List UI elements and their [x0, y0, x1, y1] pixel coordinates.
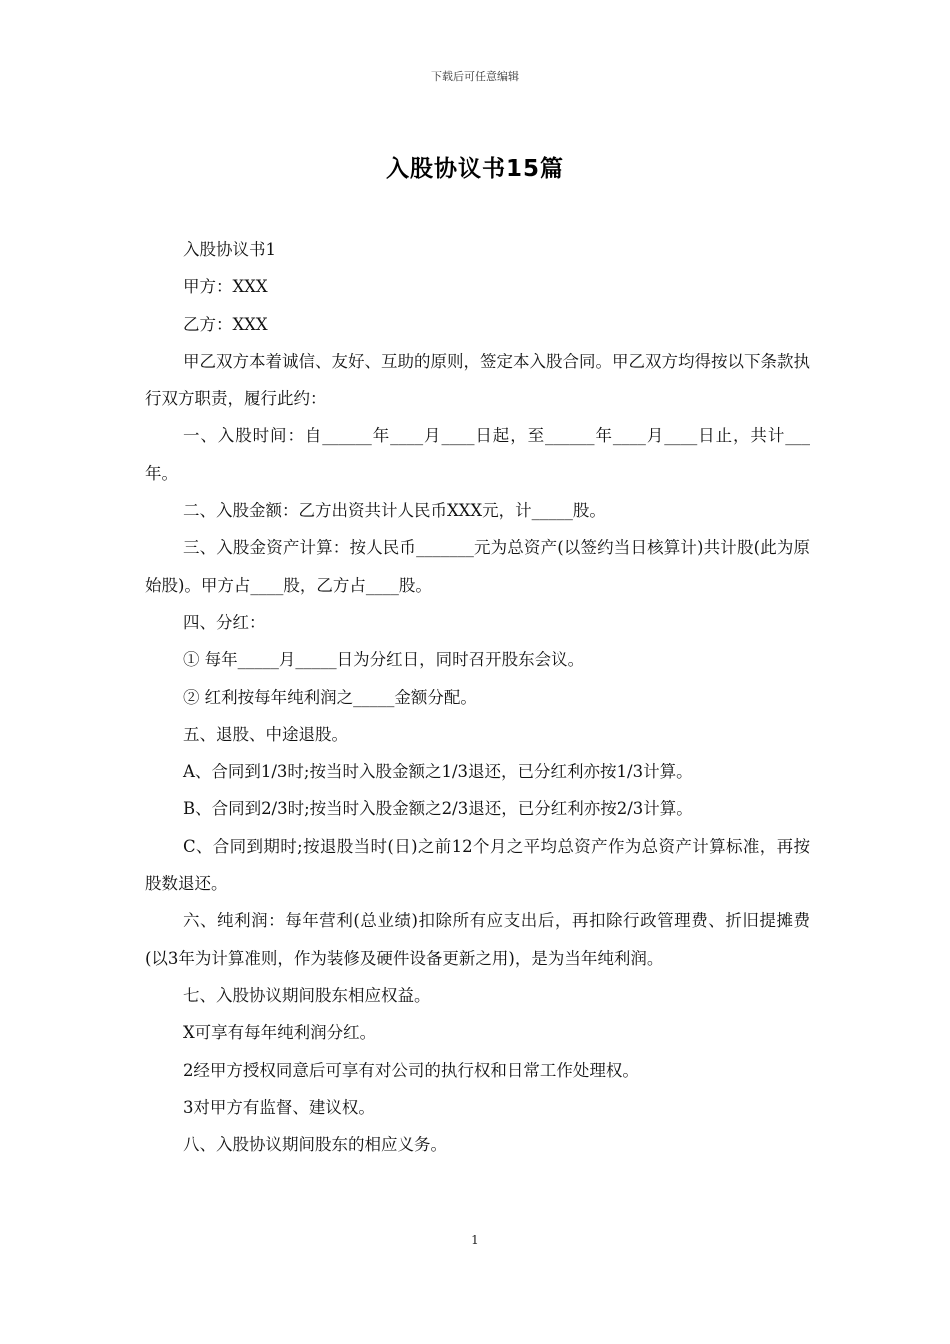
- paragraph: 3对甲方有监督、建议权。: [182, 1097, 375, 1117]
- paragraph: 三、入股金资产计算：按人民币_______元为总资产(以签约当日核算计)共计股(此为原始股)。甲方占____股，乙方占____股。: [145, 538, 810, 595]
- paragraph: 四、分红：: [182, 612, 266, 632]
- page-number: 1: [471, 1233, 479, 1247]
- paragraph: 七、入股协议期间股东相应权益。: [182, 985, 431, 1005]
- paragraph: 一、入股时间：自______年____月____日起，至______年____月____日止，共计___年。: [145, 426, 810, 483]
- paragraph: 八、入股协议期间股东的相应义务。: [182, 1135, 447, 1155]
- paragraph: 甲乙双方本着诚信、友好、互助的原则，签定本入股合同。甲乙双方均得按以下条款执行双方职责，履行此约：: [145, 351, 810, 409]
- paragraph: 五、退股、中途退股。: [182, 724, 348, 744]
- document-body: [145, 231, 810, 1163]
- paragraph: X可享有每年纯利润分红。: [182, 1023, 377, 1043]
- paragraph: B、合同到2/3时;按当时入股金额之2/3退还，已分红利亦按2/3计算。: [182, 799, 693, 819]
- paragraph: 二、入股金额：乙方出资共计人民币XXX元，计_____股。: [182, 501, 606, 521]
- paragraph: 六、纯利润：每年营利(总业绩)扣除所有应支出后，再扣除行政管理费、折旧提摊费(以3年为计算准则，作为装修及硬件设备更新之用)，是为当年纯利润。: [145, 911, 810, 968]
- header-note: 下载后可任意编辑: [431, 70, 519, 83]
- paragraph: ② 红利按每年纯利润之_____金额分配。: [182, 687, 477, 707]
- paragraph: C、合同到期时;按退股当时(日)之前12个月之平均总资产作为总资产计算标准，再按股数退还。: [145, 836, 810, 894]
- paragraph: 乙方：XXX: [182, 314, 268, 334]
- document-title: 入股协议书15篇: [385, 156, 564, 182]
- paragraph: 甲方：XXX: [182, 277, 268, 297]
- paragraph: 2经甲方授权同意后可享有对公司的执行权和日常工作处理权。: [182, 1060, 639, 1080]
- paragraph: 入股协议书1: [182, 240, 276, 259]
- paragraph: ① 每年_____月_____日为分红日，同时召开股东会议。: [182, 650, 585, 670]
- paragraph: A、合同到1/3时;按当时入股金额之1/3退还，已分红利亦按1/3计算。: [182, 762, 693, 782]
